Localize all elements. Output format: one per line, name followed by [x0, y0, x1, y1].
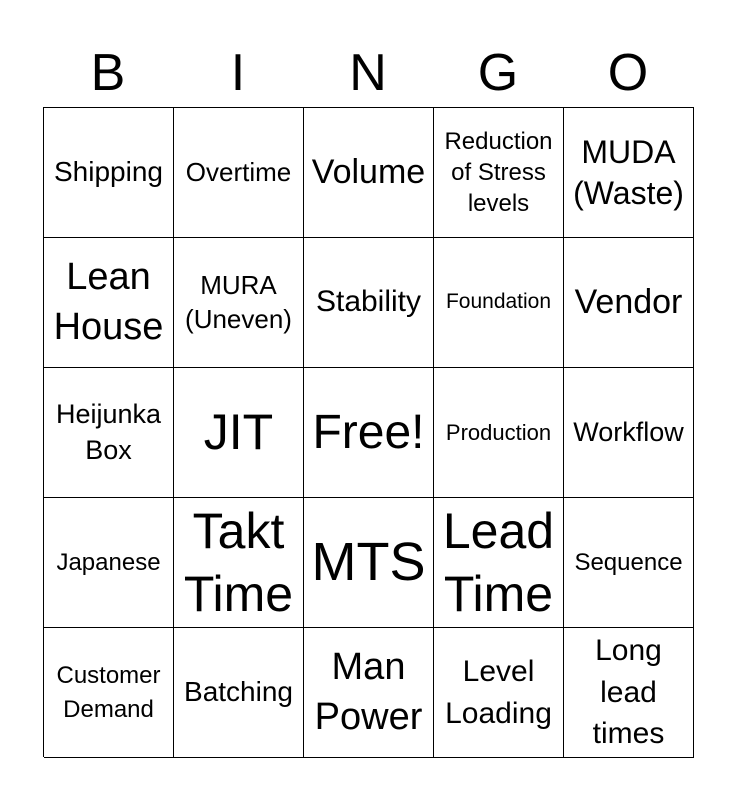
bingo-cell[interactable] [304, 498, 434, 628]
bingo-cell[interactable] [44, 108, 174, 238]
cell-text: Sequence [574, 548, 683, 576]
bingo-cell[interactable] [304, 368, 434, 498]
bingo-cell[interactable] [304, 628, 434, 758]
cell-text: JIT [203, 403, 274, 460]
cell-text: Workflow [573, 416, 684, 447]
header-letter-n: N [349, 44, 387, 102]
cell-text: Lean House [53, 256, 164, 348]
cell-text: Stability [315, 285, 422, 319]
cell-text: MUDA (Waste) [573, 133, 684, 211]
header-letter-b: B [90, 44, 126, 102]
cell-text: Shipping [54, 156, 163, 188]
bingo-header [43, 42, 693, 104]
bingo-cell[interactable] [434, 238, 564, 368]
bingo-cell[interactable] [174, 238, 304, 368]
bingo-cell[interactable] [564, 368, 694, 498]
cell-text: MURA (Uneven) [185, 269, 292, 334]
bingo-cell[interactable] [174, 368, 304, 498]
bingo-cell[interactable] [44, 628, 174, 758]
cell-text: Volume [311, 152, 426, 191]
cell-text: Customer Demand [56, 661, 161, 723]
header-letter-g: G [477, 44, 519, 102]
bingo-cell[interactable] [434, 368, 564, 498]
bingo-cell[interactable] [434, 108, 564, 238]
cell-text: Heijunka Box [55, 399, 162, 465]
bingo-cell[interactable] [44, 368, 174, 498]
cell-text: Level Loading [445, 654, 552, 730]
bingo-cell[interactable] [564, 108, 694, 238]
bingo-cell[interactable] [174, 628, 304, 758]
bingo-cell[interactable] [174, 108, 304, 238]
bingo-cell[interactable] [304, 238, 434, 368]
cell-text: Batching [184, 676, 293, 708]
cell-text: Overtime [185, 156, 292, 187]
cell-text: Long lead times [592, 634, 665, 751]
bingo-cell[interactable] [564, 628, 694, 758]
cell-text: Man Power [314, 646, 423, 738]
bingo-cell[interactable] [434, 498, 564, 628]
bingo-cell[interactable] [174, 498, 304, 628]
cell-text: Foundation [445, 290, 552, 314]
bingo-cell[interactable] [564, 238, 694, 368]
bingo-grid [43, 107, 694, 757]
cell-text: Reduction of Stress levels [444, 127, 553, 218]
bingo-cell[interactable] [564, 498, 694, 628]
cell-text: Free! [312, 405, 425, 459]
cell-text: Vendor [574, 282, 683, 321]
bingo-cell[interactable] [44, 238, 174, 368]
cell-text: MTS [311, 532, 426, 593]
cell-text: Japanese [56, 548, 161, 576]
cell-text: Production [445, 419, 552, 445]
bingo-cell[interactable] [304, 108, 434, 238]
bingo-cell[interactable] [44, 498, 174, 628]
bingo-cell[interactable] [434, 628, 564, 758]
header-letter-i: I [230, 44, 246, 102]
header-letter-o: O [607, 44, 649, 102]
cell-text: Lead Time [442, 503, 555, 622]
cell-text: Takt Time [183, 503, 294, 622]
